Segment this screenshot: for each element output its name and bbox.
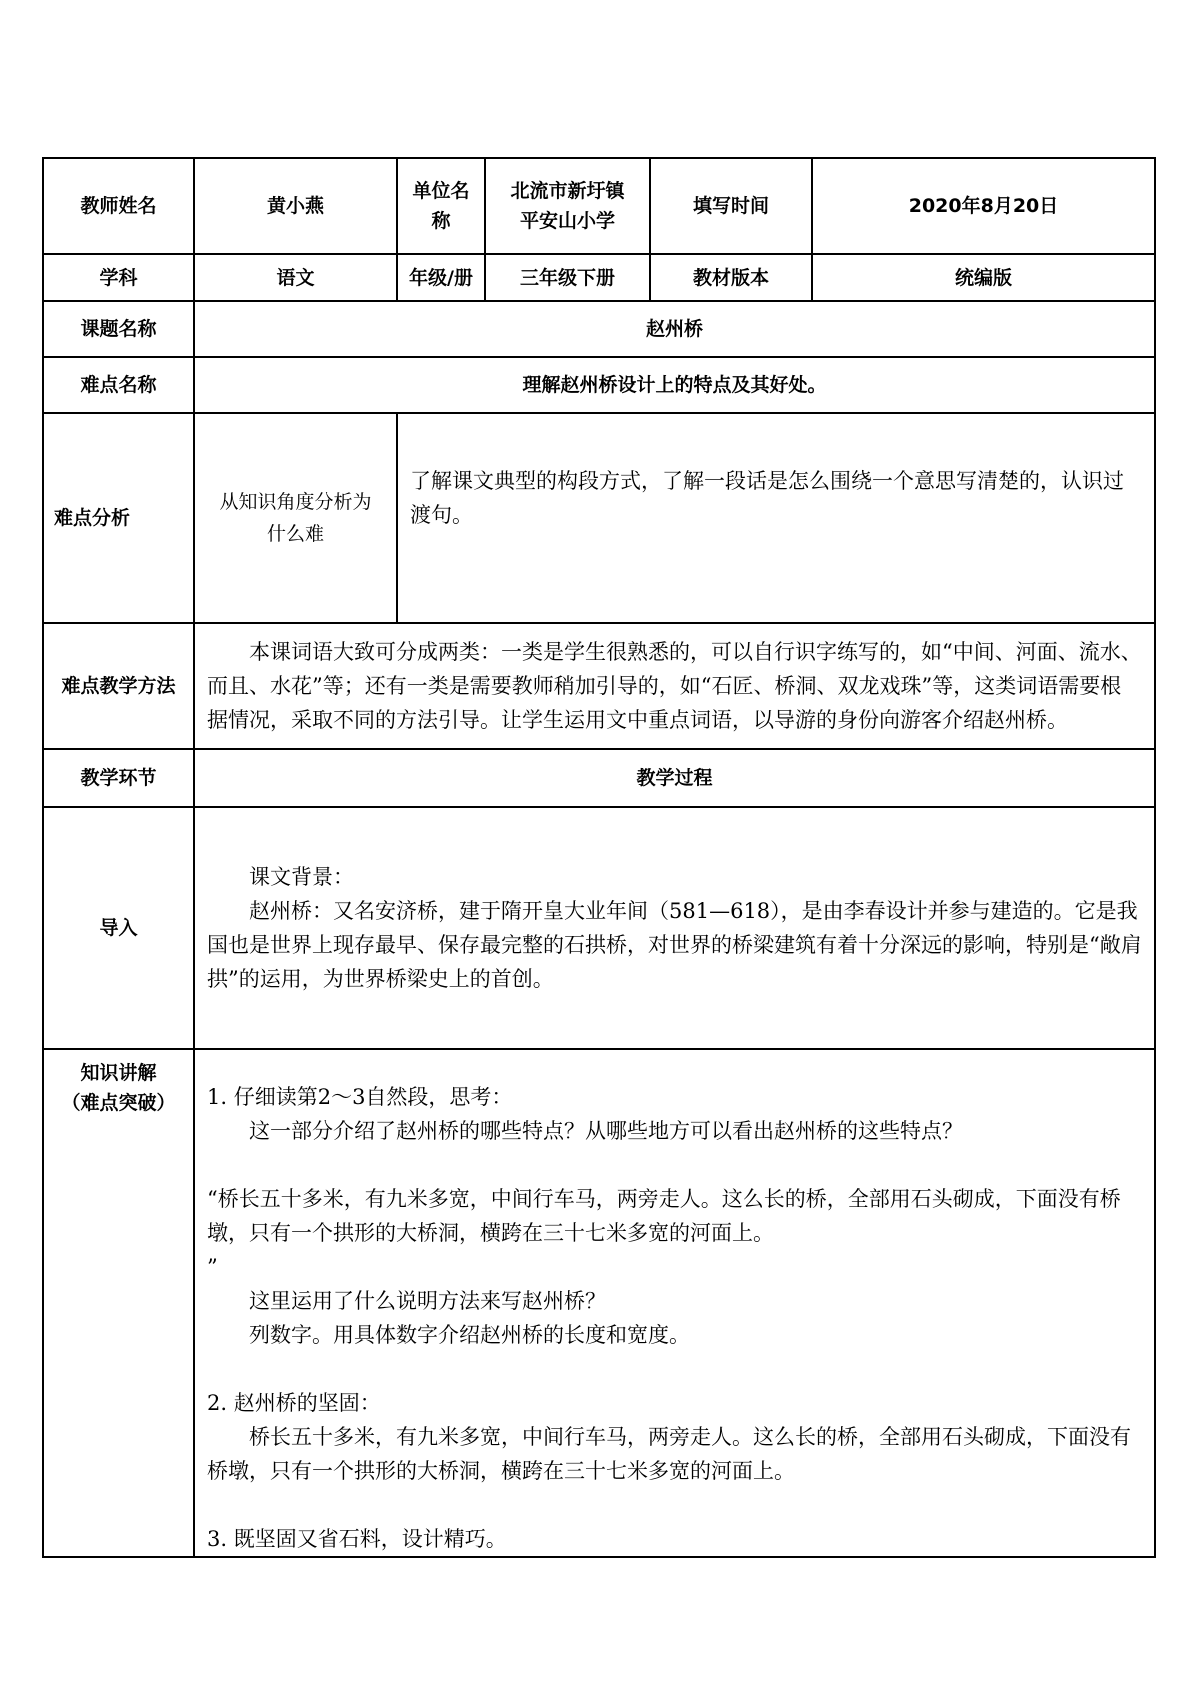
- intro-row: [43, 807, 1155, 1049]
- intro-content: [194, 807, 1155, 1049]
- process-title: 教学过程: [194, 749, 1155, 807]
- difficulty-value: 理解赵州桥设计上的特点及其好处。: [194, 357, 1155, 413]
- teacher-name-label: 教师姓名: [43, 158, 194, 254]
- edition-value: 统编版: [812, 254, 1155, 301]
- subject-label: 学科: [43, 254, 194, 301]
- grade-label: 年级/册: [397, 254, 485, 301]
- unit-name-value: [485, 158, 650, 254]
- knowledge-label: [43, 1049, 194, 1557]
- knowledge-item1-q2: 这里运用了什么说明方法来写赵州桥？: [249, 1289, 606, 1313]
- analysis-sub-label: 从知识角度分析为什么难: [194, 413, 397, 623]
- knowledge-item2-title: 2. 赵州桥的坚固：: [207, 1391, 381, 1415]
- grade-value: 三年级下册: [485, 254, 650, 301]
- teacher-name-value: 黄小燕: [194, 158, 397, 254]
- knowledge-item1-title: 1. 仔细读第2～3自然段，思考：: [207, 1085, 513, 1109]
- subject-value: 语文: [194, 254, 397, 301]
- method-paragraph: 本课词语大致可分成两类：一类是学生很熟悉的，可以自行识字练写的，如“中间、河面、流水、而且、水花”等；还有一类是需要教师稍加引导的，如“石匠、桥洞、双龙戏珠”等，这类词语需要根据情况，采取不同的方法引导。让学生运用文中重点词语，以导游的身份向游客介绍赵州桥。: [207, 640, 1142, 732]
- header-row-1: [43, 158, 1155, 254]
- method-label: 难点教学方法: [43, 623, 194, 749]
- unit-name-label: 单位名称: [397, 158, 485, 254]
- method-text: [194, 623, 1155, 749]
- method-row: [43, 623, 1155, 749]
- unit-name-line2: 平安山小学: [519, 210, 615, 232]
- knowledge-label-line2: （难点突破）: [61, 1092, 176, 1114]
- knowledge-item1-a2: 列数字。用具体数字介绍赵州桥的长度和宽度。: [249, 1323, 690, 1347]
- knowledge-item1-question: 这一部分介绍了赵州桥的哪些特点？从哪些地方可以看出赵州桥的这些特点？: [249, 1119, 963, 1143]
- process-header-row: [43, 749, 1155, 807]
- knowledge-item1-quote-end: ”: [207, 1255, 218, 1279]
- knowledge-item3-title: 3. 既坚固又省石料，设计精巧。: [207, 1527, 507, 1551]
- header-row-2: [43, 254, 1155, 301]
- topic-row: [43, 301, 1155, 357]
- intro-label: 导入: [43, 807, 194, 1049]
- knowledge-item2-text: 桥长五十多米，有九米多宽，中间行车马，两旁走人。这么长的桥，全部用石头砌成，下面没有桥墩，只有一个拱形的大桥洞，横跨在三十七米多宽的河面上。: [207, 1425, 1131, 1483]
- topic-value: 赵州桥: [194, 301, 1155, 357]
- knowledge-item1-quote: “桥长五十多米，有九米多宽，中间行车马，两旁走人。这么长的桥，全部用石头砌成，下面没有桥墩，只有一个拱形的大桥洞，横跨在三十七米多宽的河面上。: [207, 1187, 1121, 1245]
- analysis-row: [43, 413, 1155, 623]
- knowledge-row: [43, 1049, 1155, 1557]
- knowledge-label-line1: 知识讲解: [80, 1062, 157, 1084]
- process-stage-label: 教学环节: [43, 749, 194, 807]
- analysis-text: [397, 413, 1155, 623]
- knowledge-content: [194, 1049, 1155, 1557]
- fill-time-value: 2020年8月20日: [812, 158, 1155, 254]
- intro-background-heading: 课文背景：: [249, 865, 354, 889]
- lesson-plan-table: [42, 157, 1156, 1558]
- fill-time-label: 填写时间: [650, 158, 812, 254]
- analysis-label: 难点分析: [43, 413, 194, 623]
- intro-background-text: 赵州桥：又名安济桥，建于隋开皇大业年间（581—618），是由李春设计并参与建造的。它是我国也是世界上现存最早、保存最完整的石拱桥，对世界的桥梁建筑有着十分深远的影响，特别是“敞肩拱”的运用，为世界桥梁史上的首创。: [207, 899, 1142, 991]
- edition-label: 教材版本: [650, 254, 812, 301]
- difficulty-row: [43, 357, 1155, 413]
- topic-label: 课题名称: [43, 301, 194, 357]
- unit-name-line1: 北流市新圩镇: [510, 180, 625, 202]
- difficulty-label: 难点名称: [43, 357, 194, 413]
- analysis-paragraph: 了解课文典型的构段方式，了解一段话是怎么围绕一个意思写清楚的，认识过渡句。: [410, 469, 1124, 527]
